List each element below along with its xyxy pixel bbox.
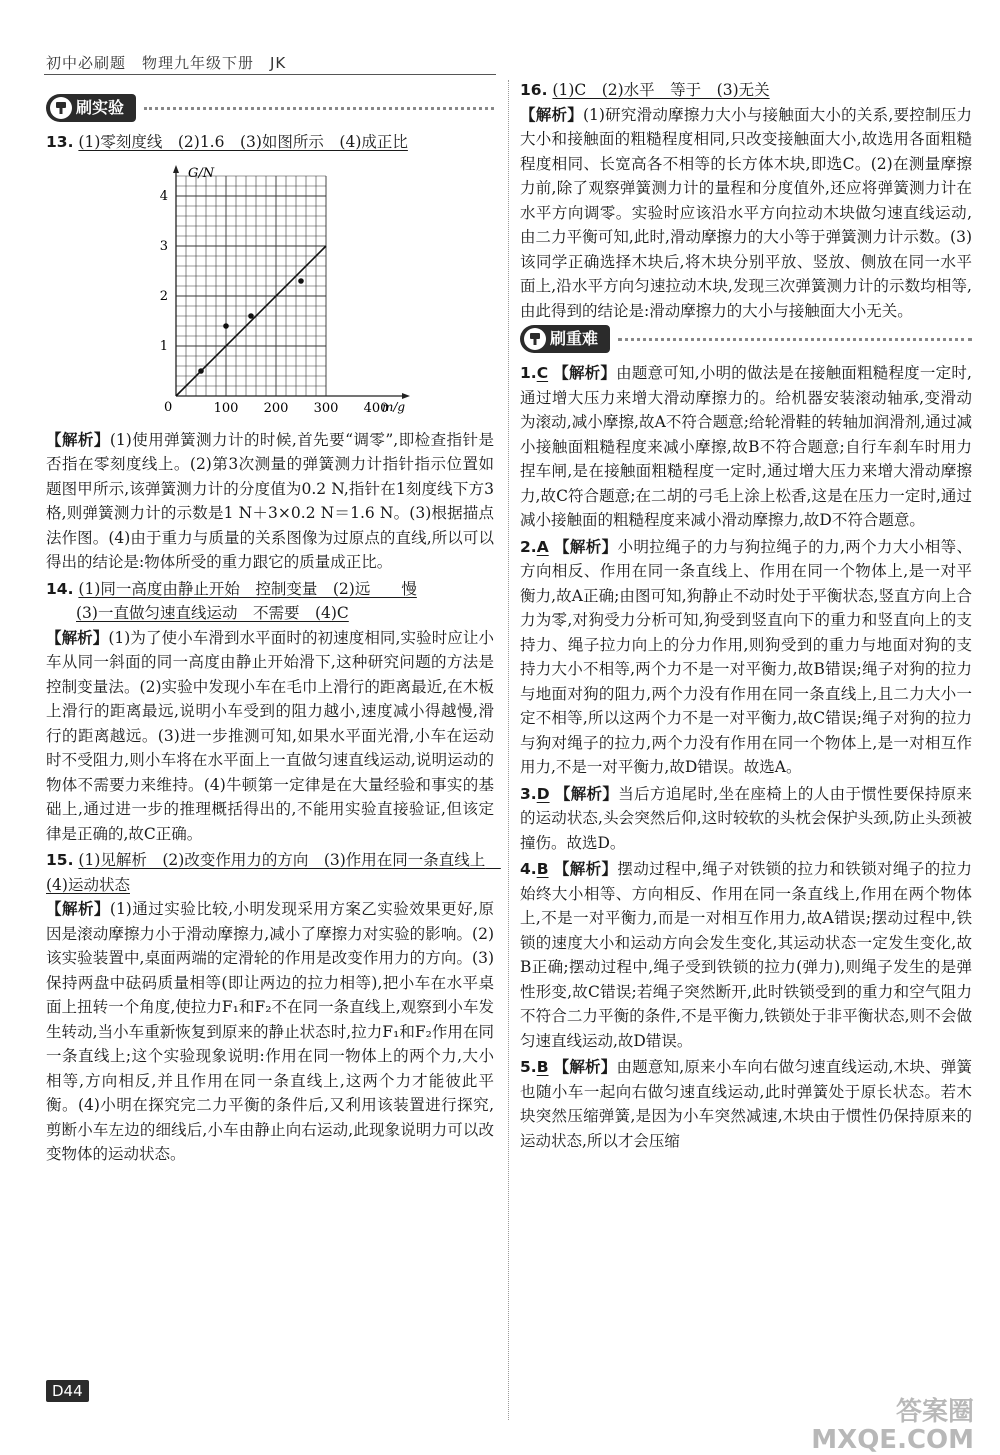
difficult-5 [520,1055,972,1153]
data-marks [176,246,326,396]
section-banner-difficult [520,325,972,353]
section-badge [520,325,610,354]
data-point [198,368,204,374]
origin-label: 0 [164,399,173,415]
y-tick-label: 4 [159,188,168,204]
analysis-tag: 【解析】 [554,783,619,803]
question-15 [46,848,501,1167]
x-axis-label: m/g [382,399,406,414]
choice: D [536,784,550,803]
chart-grid [176,176,326,396]
data-point [223,323,229,329]
answer-line: (1)同一高度由静止开始 控制变量 (2)远 慢 [78,579,417,598]
fit-line [176,246,326,396]
analysis-tag: 【解析】 [553,859,618,878]
question-number: 16. [520,81,548,99]
answer-line: (1)C (2)水平 等于 (3)无关 [552,81,770,99]
y-axis-label: G/N [188,165,215,181]
analysis-text: 摆动过程中,绳子对铁锁的拉力和铁锁对绳子的拉力始终大小相等、方向相反、作用在同一条直线上,作用在两个物体上,不是一对平衡力,而是一对相互作用力,故A错误;摆动过程中,铁锁的速度大小和运动方向会发生变化,其运动状态一定发生变化,故B正确;摆动过程中,绳子受到铁锁的拉力(弹力),则绳子发生的是弹性形变,故C错误;若绳子突然断开,此时铁锁受到的重力和空气阻力不符合二力平衡的条件,不是平衡力,铁锁处于非平衡状态,则不会做匀速直线运动,故D错误。 [520,860,972,1050]
running-header: 初中必刷题 物理九年级下册 JK [46,54,287,72]
y-axis-arrow [173,165,179,173]
x-tick-label: 200 [263,400,289,416]
choice: B [536,860,549,878]
x-tick-label: 400 [363,400,389,416]
choice: A [536,537,549,556]
question-number: 5. [520,1058,537,1076]
analysis-tag: 【解析】 [46,429,110,449]
analysis-text: 由题意可知,小明的做法是在接触面粗糙程度一定时,通过增大压力来增大滑动摩擦力的。给机器安装滚动轴承,变滑动为滚动,减小摩擦,故A不符合题意;给轮滑鞋的转轴加润滑剂,通过减小接触面粗糙程度来减小摩擦,故B不符合题意;自行车刹车时用力捏车闸,是在接触面粗糙程度一定时,通过增大压力来增大滑动摩擦力,故C符合题意;在二胡的弓毛上涂上松香,这是在压力一定时,通过减小接触面的粗糙程度来减小滑动摩擦力,故D不符合题意。 [520,364,972,529]
analysis-tag: 【解析】 [553,363,617,382]
y-tick-label: 1 [159,338,168,354]
question-13 [46,130,494,155]
analysis-text: (1)使用弹簧测力计的时候,首先要“调零”,即检查指针是否指在零刻度线上。(2)第3次测量的弹簧测力计指针指示位置如题图甲所示,该弹簧测力计的分度值为0.2 N,指针在1刻度线下方3格,则弹簧测力计的示数是1 N＋3×0.2 N＝1.6 N。(3)根据描点法作图。(4)由于重力与质量的关系图像为过原点的直线,所以可以得出的结论是:物体所受的重力跟它的质量成正比。 [46,430,494,571]
analysis-tag: 【解析】 [46,627,109,647]
question-number: 14. [46,579,74,598]
question-14 [46,577,494,847]
section-banner-experiment [46,94,494,122]
question-number: 15. [46,851,74,869]
difficult-4 [520,857,972,1053]
data-point [248,313,254,319]
analysis-tag: 【解析】 [553,1057,617,1076]
left-column [46,92,501,1169]
question-number: 13. [46,133,74,151]
column-divider [508,80,509,1420]
y-tick-label: 3 [159,238,168,254]
answer-line: (1)见解析 (2)改变作用力的方向 (3)作用在同一条直线上 (4)运动状态 [46,851,501,894]
question-16 [520,78,972,323]
question-number: 2. [520,537,537,556]
analysis-tag: 【解析】 [554,536,618,556]
section-title: 刷重难 [550,328,599,348]
analysis-text: (1)研究滑动摩擦力大小与接触面大小的关系,要控制压力大小和接触面的粗糙程度相同,只改变接触面大小,故选用各面粗糙程度相同、长宽高各不相等的长方体木块,即选C。(2)在测量摩擦力前,除了观察弹簧测力计的量程和分度值外,还应将弹簧测力计在水平方向调零。实验时应该沿水平方向拉动木块做匀速直线运动,由二力平衡可知,此时,滑动摩擦力的大小等于弹簧测力计示数。(3)该同学正确选择木块后,将木块分别平放、竖放、侧放在同一水平面上,沿水平方向匀速拉动木块,发现三次弹簧测力计的示数均相等,由此得到的结论是:滑动摩擦力的大小与接触面大小无关。 [520,105,972,320]
analysis-tag: 【解析】 [46,899,110,918]
question-13-analysis [46,428,494,575]
gravity-mass-chart [146,159,416,424]
brush-icon [50,97,72,119]
x-axis-arrow [402,393,410,399]
tick-labels [160,189,389,416]
page-number: D44 [46,1380,89,1402]
difficult-3 [520,782,972,856]
dotted-rule [144,107,494,110]
question-number: 1. [520,364,537,382]
choice: B [536,1058,549,1076]
x-tick-label: 300 [313,400,339,416]
header-rule [44,74,496,75]
watermark-line-1: 答案圈 [895,1397,974,1427]
watermark-line-2: MXQE.COM [811,1425,974,1455]
analysis-text: 当后方追尾时,坐在座椅上的人由于惯性要保持原来的运动状态,头会突然后仰,这时较软的头枕会保护头颈,防止头颈被撞伤。故选D。 [520,784,972,852]
analysis-text: 小明拉绳子的力与狗拉绳子的力,两个力大小相等、方向相反、作用在同一条直线上、作用在同一个物体上,是一对平衡力,故A正确;由图可知,狗静止不动时处于平衡状态,竖直方向上合力为零,对狗受力分析可知,狗受到竖直向下的重力和竖直向上的支持力、绳子拉力向上的分力作用,则狗受到的重力与地面对狗的支持力大小不相等,两个力不是一对平衡力,故B错误;绳子对狗的拉力与地面对狗的阻力,两个力没有作用在同一条直线上,且二力大小一定不相等,所以这两个力不是一对平衡力,故C错误;绳子对狗的拉力与狗对绳子的拉力,两个力没有作用在同一个物体上,是一对相互作用力,不是一对平衡力,故D错误。故选A。 [520,537,972,776]
data-point [298,278,304,284]
choice: C [536,364,549,382]
x-tick-label: 100 [213,400,239,416]
dotted-rule [618,338,972,341]
y-tick-label: 2 [159,288,168,304]
analysis-text: (1)为了使小车滑到水平面时的初速度相同,实验时应让小车从同一斜面的同一高度由静止开始滑下,这种研究问题的方法是控制变量法。(2)实验中发现小车在毛巾上滑行的距离最近,在木板上滑行的距离最远,说明小车受到的阻力越小,速度减小得越慢,滑行的距离越远。(3)进一步推测可知,如果水平面光滑,小车在运动时不受阻力,则小车将在水平面上一直做匀速直线运动,说明运动的物体不需要力来维持。(4)牛顿第一定律是在大量经验和事实的基础上,通过进一步的推理概括得出的,不能用实验直接验证,但该定律是正确的,故C正确。 [46,628,494,843]
right-column [520,78,972,1155]
analysis-text: 由题意知,原来小车向右做匀速直线运动,木块、弹簧也随小车一起向右做匀速直线运动,此时弹簧处于原长状态。若木块突然压缩弹簧,是因为小车突然减速,木块由于惯性仍保持原来的运动状态,所以才会压缩 [520,1058,972,1150]
question-number: 3. [520,784,537,803]
analysis-text: (1)通过实验比较,小明发现采用方案乙实验效果更好,原因是滚动摩擦力小于滑动摩擦力,减小了摩擦力对实验的影响。(2)该实验装置中,桌面两端的定滑轮的作用是改变作用力的方向。(3)保持两盘中砝码质量相等(即让两边的拉力相等),把小车在水平桌面上扭转一个角度,使拉力F₁和F₂不在同一条直线上,观察到小车发生转动,当小车重新恢复到原来的静止状态时,拉力F₁和F₂作用在同一条直线上;这个实验现象说明:作用在同一物体上的两个力,大小相等,方向相反,并且作用在同一条直线上,这两个力才能彼此平衡。(4)小明在探究完二力平衡的条件后,又利用该装置进行探究,剪断小车左边的细线后,小车由静止向右运动,此现象说明力可以改变物体的运动状态。 [46,900,494,1163]
difficult-1 [520,361,972,533]
watermark-logo [811,1398,974,1454]
section-badge [46,94,136,123]
brush-icon [524,328,546,350]
section-title: 刷实验 [76,97,125,117]
question-number: 4. [520,860,537,878]
difficult-2 [520,535,972,780]
answer-line: (1)零刻度线 (2)1.6 (3)如图所示 (4)成正比 [78,133,408,151]
analysis-tag: 【解析】 [520,104,583,124]
answer-line-2: (3)一直做匀速直线运动 不需要 (4)C [76,604,349,622]
